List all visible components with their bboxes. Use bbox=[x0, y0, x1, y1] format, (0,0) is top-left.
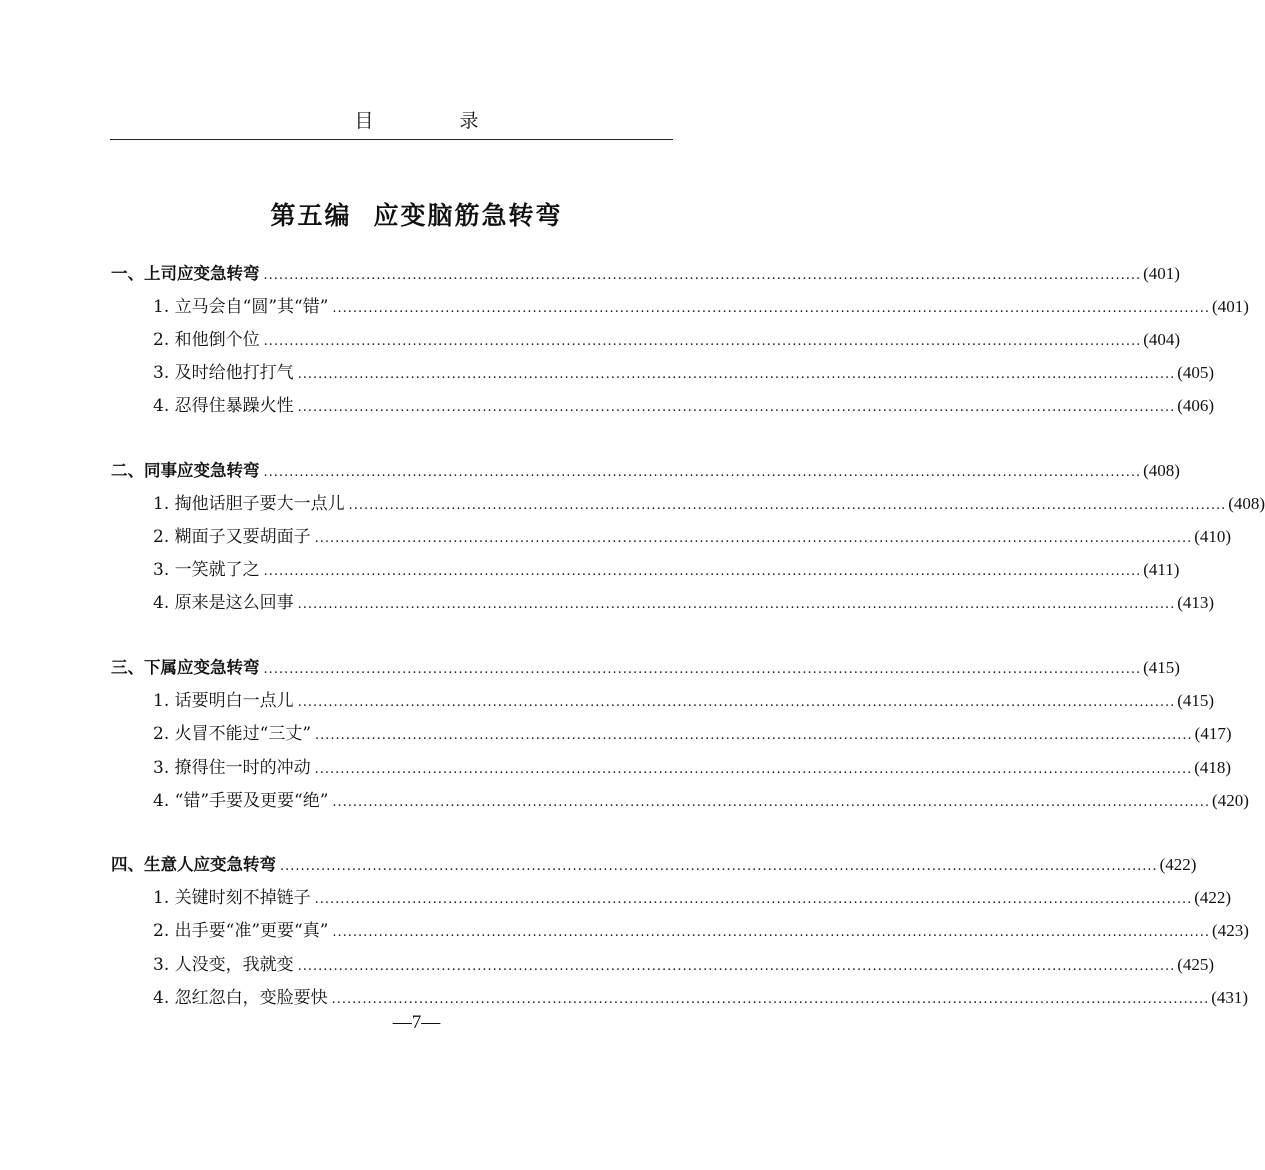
toc-item-label: 2. 火冒不能过“三丈” bbox=[153, 724, 312, 744]
dot-leader: ........................................................................................................................................................................... bbox=[348, 498, 1227, 513]
toc-section-title: 三、下属应变急转弯 bbox=[111, 658, 260, 677]
toc-item-label: 1. 话要明白一点儿 bbox=[153, 691, 294, 711]
part-number: 第五编 bbox=[270, 201, 352, 230]
header-rule bbox=[110, 139, 673, 140]
toc-item[interactable] bbox=[153, 756, 1232, 780]
toc-item-label: 1. 关键时刻不掉链子 bbox=[153, 888, 311, 908]
toc-item[interactable] bbox=[153, 295, 1249, 319]
toc-page-number: (401) bbox=[1212, 297, 1249, 316]
toc-item-label: 3. 一笑就了之 bbox=[153, 560, 260, 580]
toc-page-number: (423) bbox=[1212, 921, 1249, 940]
toc-section-title: 二、同事应变急转弯 bbox=[111, 461, 260, 480]
dot-leader: ........................................................................................................................................................................... bbox=[332, 301, 1211, 316]
toc-item[interactable] bbox=[153, 986, 1249, 1010]
toc-item[interactable] bbox=[153, 394, 1215, 418]
toc-item[interactable] bbox=[153, 591, 1215, 615]
dot-leader: ........................................................................................................................................................................... bbox=[315, 728, 1193, 743]
toc-section[interactable] bbox=[111, 459, 1180, 483]
toc-page-number: (408) bbox=[1143, 461, 1180, 480]
toc-item[interactable] bbox=[153, 558, 1180, 582]
toc-item[interactable] bbox=[153, 919, 1249, 943]
toc-item-label: 3. 撩得住一时的冲动 bbox=[153, 758, 311, 778]
toc-item-label: 4. “错”手要及更要“绝” bbox=[153, 791, 329, 811]
dot-leader: ........................................................................................................................................................................... bbox=[280, 859, 1158, 874]
toc-page-number: (408) bbox=[1228, 494, 1265, 513]
toc-item-label: 4. 原来是这么回事 bbox=[153, 593, 294, 613]
toc-item-label: 3. 及时给他打打气 bbox=[153, 363, 294, 383]
toc-item-label: 2. 出手要“准”更要“真” bbox=[153, 921, 329, 941]
part-name: 应变脑筋急转弯 bbox=[373, 201, 563, 230]
toc-page-number: (425) bbox=[1177, 955, 1215, 974]
dot-leader: ........................................................................................................................................................................... bbox=[263, 465, 1142, 480]
dot-leader: ........................................................................................................................................................................... bbox=[331, 992, 1210, 1007]
toc-page-number: (404) bbox=[1143, 330, 1181, 349]
dot-leader: ........................................................................................................................................................................... bbox=[297, 695, 1176, 710]
dot-leader: ........................................................................................................................................................................... bbox=[263, 564, 1142, 579]
toc-item[interactable] bbox=[153, 328, 1181, 352]
toc-page-number: (431) bbox=[1211, 988, 1249, 1007]
toc-item-label: 3. 人没变，我就变 bbox=[153, 955, 294, 975]
toc-page-number: (413) bbox=[1177, 593, 1215, 612]
dot-leader: ........................................................................................................................................................................... bbox=[297, 597, 1176, 612]
toc-section-title: 一、上司应变急转弯 bbox=[111, 264, 260, 283]
page-number: —7— bbox=[392, 1012, 441, 1033]
toc-page-number: (418) bbox=[1194, 758, 1232, 777]
toc-item[interactable] bbox=[153, 361, 1215, 385]
running-header: 目 录 bbox=[354, 110, 519, 132]
toc-page-number: (410) bbox=[1194, 527, 1232, 546]
dot-leader: ........................................................................................................................................................................... bbox=[297, 367, 1176, 382]
toc-item[interactable] bbox=[153, 492, 1265, 516]
toc-section[interactable] bbox=[111, 853, 1197, 877]
toc-item[interactable] bbox=[153, 953, 1215, 977]
toc-page-number: (405) bbox=[1177, 363, 1215, 382]
toc-page-number: (415) bbox=[1177, 691, 1215, 710]
toc-page-number: (406) bbox=[1177, 396, 1215, 415]
dot-leader: ........................................................................................................................................................................... bbox=[263, 334, 1142, 349]
toc-item-label: 2. 和他倒个位 bbox=[153, 330, 260, 350]
toc-page-number: (411) bbox=[1143, 560, 1180, 579]
toc-page-number: (422) bbox=[1194, 888, 1232, 907]
toc-section[interactable] bbox=[111, 656, 1180, 680]
dot-leader: ........................................................................................................................................................................... bbox=[297, 959, 1176, 974]
toc-item[interactable] bbox=[153, 722, 1232, 746]
toc-item-label: 4. 忽红忽白，变脸要快 bbox=[153, 988, 328, 1008]
toc-page-number: (401) bbox=[1143, 264, 1180, 283]
dot-leader: ........................................................................................................................................................................... bbox=[314, 762, 1193, 777]
toc-item[interactable] bbox=[153, 689, 1215, 713]
dot-leader: ........................................................................................................................................................................... bbox=[314, 531, 1193, 546]
toc-item[interactable] bbox=[153, 886, 1232, 910]
toc-page-number: (417) bbox=[1194, 724, 1232, 743]
toc-item-label: 4. 忍得住暴躁火性 bbox=[153, 396, 294, 416]
toc-page-number: (415) bbox=[1143, 658, 1180, 677]
dot-leader: ........................................................................................................................................................................... bbox=[263, 268, 1142, 283]
toc-item-label: 1. 掏他话胆子要大一点儿 bbox=[153, 494, 345, 514]
toc-page-number: (420) bbox=[1212, 791, 1249, 810]
toc-item[interactable] bbox=[153, 525, 1232, 549]
toc-section-title: 四、生意人应变急转弯 bbox=[111, 855, 276, 874]
toc-page-number: (422) bbox=[1159, 855, 1197, 874]
dot-leader: ........................................................................................................................................................................... bbox=[332, 925, 1211, 940]
dot-leader: ........................................................................................................................................................................... bbox=[297, 400, 1176, 415]
toc-section[interactable] bbox=[111, 262, 1180, 286]
toc-item[interactable] bbox=[153, 789, 1249, 813]
part-title bbox=[0, 196, 833, 232]
dot-leader: ........................................................................................................................................................................... bbox=[332, 795, 1211, 810]
toc-item-label: 2. 糊面子又要胡面子 bbox=[153, 527, 311, 547]
dot-leader: ........................................................................................................................................................................... bbox=[314, 892, 1193, 907]
dot-leader: ........................................................................................................................................................................... bbox=[263, 662, 1142, 677]
toc-item-label: 1. 立马会自“圆”其“错” bbox=[153, 297, 329, 317]
